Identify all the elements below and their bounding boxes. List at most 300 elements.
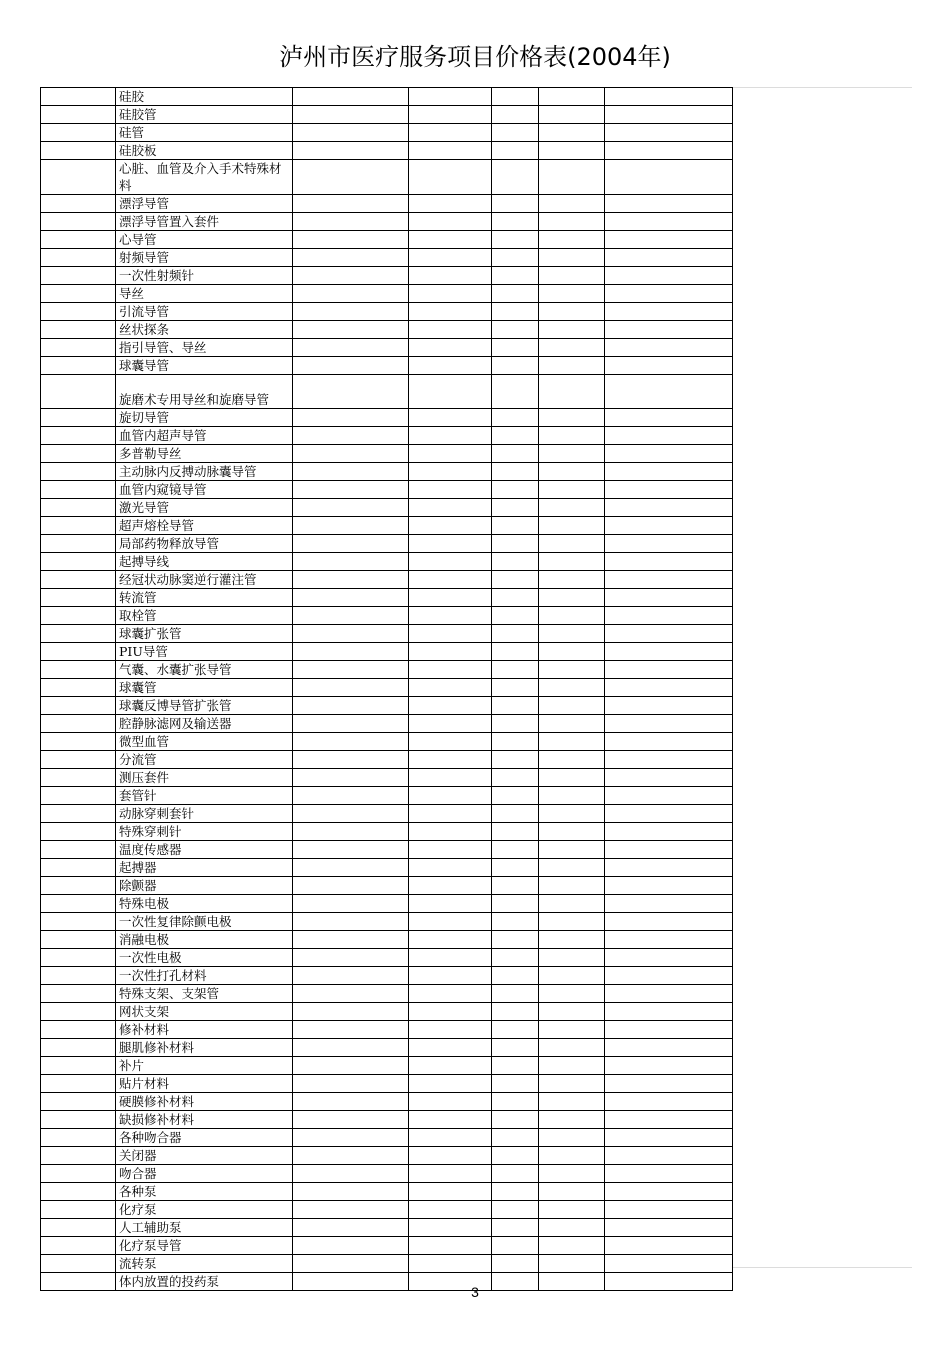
empty-cell — [41, 823, 116, 841]
empty-cell — [409, 445, 492, 463]
empty-cell — [409, 1003, 492, 1021]
empty-cell — [539, 913, 605, 931]
empty-cell — [605, 339, 733, 357]
empty-cell — [293, 679, 409, 697]
table-row — [41, 697, 733, 715]
table-row — [41, 661, 733, 679]
empty-cell — [492, 769, 539, 787]
empty-cell — [293, 859, 409, 877]
empty-cell — [41, 625, 116, 643]
empty-cell — [539, 1021, 605, 1039]
table-row — [41, 303, 733, 321]
empty-cell — [539, 553, 605, 571]
item-name-cell: 特殊电极 — [116, 895, 293, 913]
empty-cell — [539, 1039, 605, 1057]
table-row — [41, 409, 733, 427]
empty-cell — [409, 931, 492, 949]
empty-cell — [409, 321, 492, 339]
table-row — [41, 285, 733, 303]
empty-cell — [41, 535, 116, 553]
empty-cell — [539, 751, 605, 769]
empty-cell — [409, 841, 492, 859]
empty-cell — [605, 321, 733, 339]
item-name-cell: 射频导管 — [116, 249, 293, 267]
empty-cell — [293, 142, 409, 160]
empty-cell — [539, 481, 605, 499]
empty-cell — [409, 499, 492, 517]
empty-cell — [605, 357, 733, 375]
empty-cell — [492, 751, 539, 769]
empty-cell — [41, 985, 116, 1003]
empty-cell — [492, 517, 539, 535]
empty-cell — [539, 715, 605, 733]
empty-cell — [605, 643, 733, 661]
empty-cell — [41, 1237, 116, 1255]
empty-cell — [492, 321, 539, 339]
empty-cell — [293, 715, 409, 733]
table-row — [41, 427, 733, 445]
empty-cell — [41, 553, 116, 571]
empty-cell — [605, 1057, 733, 1075]
empty-cell — [293, 949, 409, 967]
empty-cell — [605, 985, 733, 1003]
empty-cell — [293, 931, 409, 949]
empty-cell — [41, 1093, 116, 1111]
empty-cell — [492, 931, 539, 949]
empty-cell — [41, 859, 116, 877]
empty-cell — [539, 877, 605, 895]
empty-cell — [539, 769, 605, 787]
table-row — [41, 553, 733, 571]
table-row — [41, 1165, 733, 1183]
table-row — [41, 1183, 733, 1201]
empty-cell — [41, 913, 116, 931]
empty-cell — [605, 1093, 733, 1111]
empty-cell — [41, 1129, 116, 1147]
table-row — [41, 124, 733, 142]
empty-cell — [605, 805, 733, 823]
empty-cell — [409, 823, 492, 841]
empty-cell — [293, 823, 409, 841]
empty-cell — [539, 823, 605, 841]
empty-cell — [492, 1111, 539, 1129]
empty-cell — [539, 805, 605, 823]
empty-cell — [409, 733, 492, 751]
empty-cell — [539, 895, 605, 913]
item-name-cell: 引流导管 — [116, 303, 293, 321]
table-row — [41, 1057, 733, 1075]
empty-cell — [41, 589, 116, 607]
item-name-cell: 气囊、水囊扩张导管 — [116, 661, 293, 679]
empty-cell — [539, 303, 605, 321]
item-name-cell: 化疗泵导管 — [116, 1237, 293, 1255]
empty-cell — [293, 553, 409, 571]
table-row — [41, 160, 733, 195]
empty-cell — [293, 895, 409, 913]
empty-cell — [539, 1183, 605, 1201]
empty-cell — [409, 1111, 492, 1129]
empty-cell — [41, 481, 116, 499]
empty-cell — [605, 859, 733, 877]
item-name-cell: 球囊管 — [116, 679, 293, 697]
empty-cell — [492, 1039, 539, 1057]
empty-cell — [605, 409, 733, 427]
empty-cell — [41, 285, 116, 303]
empty-cell — [539, 931, 605, 949]
empty-cell — [492, 607, 539, 625]
empty-cell — [409, 607, 492, 625]
item-name-cell: 流转泵 — [116, 1255, 293, 1273]
item-name-cell: 套管针 — [116, 787, 293, 805]
empty-cell — [539, 231, 605, 249]
table-row — [41, 967, 733, 985]
empty-cell — [409, 1183, 492, 1201]
empty-cell — [41, 249, 116, 267]
empty-cell — [605, 625, 733, 643]
item-name-cell: 一次性电极 — [116, 949, 293, 967]
empty-cell — [605, 231, 733, 249]
empty-cell — [539, 949, 605, 967]
empty-cell — [492, 1129, 539, 1147]
table-row — [41, 1111, 733, 1129]
empty-cell — [293, 805, 409, 823]
empty-cell — [605, 142, 733, 160]
item-name-cell: 主动脉内反搏动脉囊导管 — [116, 463, 293, 481]
empty-cell — [409, 913, 492, 931]
empty-cell — [293, 285, 409, 303]
item-name-cell: 缺损修补材料 — [116, 1111, 293, 1129]
table-row — [41, 1003, 733, 1021]
empty-cell — [409, 213, 492, 231]
empty-cell — [409, 859, 492, 877]
empty-cell — [539, 375, 605, 409]
empty-cell — [293, 213, 409, 231]
empty-cell — [539, 249, 605, 267]
empty-cell — [539, 339, 605, 357]
empty-cell — [492, 643, 539, 661]
empty-cell — [605, 769, 733, 787]
table-row — [41, 1039, 733, 1057]
empty-cell — [41, 949, 116, 967]
empty-cell — [41, 142, 116, 160]
item-name-cell: 漂浮导管置入套件 — [116, 213, 293, 231]
empty-cell — [409, 805, 492, 823]
empty-cell — [605, 106, 733, 124]
empty-cell — [293, 409, 409, 427]
empty-cell — [41, 679, 116, 697]
empty-cell — [492, 985, 539, 1003]
empty-cell — [492, 877, 539, 895]
empty-cell — [409, 463, 492, 481]
empty-cell — [41, 213, 116, 231]
empty-cell — [293, 1147, 409, 1165]
empty-cell — [605, 949, 733, 967]
empty-cell — [41, 88, 116, 106]
empty-cell — [539, 643, 605, 661]
empty-cell — [409, 375, 492, 409]
empty-cell — [492, 715, 539, 733]
empty-cell — [409, 303, 492, 321]
empty-cell — [293, 1183, 409, 1201]
empty-cell — [605, 213, 733, 231]
empty-cell — [41, 1021, 116, 1039]
item-name-cell: 网状支架 — [116, 1003, 293, 1021]
empty-cell — [41, 751, 116, 769]
empty-cell — [605, 1255, 733, 1273]
empty-cell — [492, 267, 539, 285]
table-row — [41, 88, 733, 106]
empty-cell — [293, 124, 409, 142]
empty-cell — [492, 499, 539, 517]
empty-cell — [409, 285, 492, 303]
empty-cell — [492, 427, 539, 445]
empty-cell — [492, 339, 539, 357]
table-row — [41, 985, 733, 1003]
empty-cell — [539, 1003, 605, 1021]
empty-cell — [492, 195, 539, 213]
empty-cell — [293, 1039, 409, 1057]
empty-cell — [539, 1111, 605, 1129]
table-row — [41, 949, 733, 967]
empty-cell — [492, 841, 539, 859]
empty-cell — [293, 463, 409, 481]
item-name-cell: 一次性打孔材料 — [116, 967, 293, 985]
empty-cell — [293, 445, 409, 463]
empty-cell — [492, 1219, 539, 1237]
price-table — [40, 87, 733, 1291]
item-name-cell: 硅胶管 — [116, 106, 293, 124]
empty-cell — [41, 339, 116, 357]
item-name-cell: 局部药物释放导管 — [116, 535, 293, 553]
empty-cell — [293, 1075, 409, 1093]
empty-cell — [605, 679, 733, 697]
grid-line — [732, 87, 912, 88]
empty-cell — [409, 661, 492, 679]
empty-cell — [539, 1165, 605, 1183]
empty-cell — [409, 643, 492, 661]
empty-cell — [605, 553, 733, 571]
item-name-cell: 血管内窥镜导管 — [116, 481, 293, 499]
empty-cell — [492, 949, 539, 967]
empty-cell — [41, 787, 116, 805]
empty-cell — [409, 1075, 492, 1093]
empty-cell — [41, 1201, 116, 1219]
empty-cell — [539, 517, 605, 535]
empty-cell — [293, 249, 409, 267]
item-name-cell: 经冠状动脉窦逆行灌注管 — [116, 571, 293, 589]
empty-cell — [293, 751, 409, 769]
empty-cell — [293, 787, 409, 805]
empty-cell — [409, 1165, 492, 1183]
empty-cell — [293, 231, 409, 249]
empty-cell — [539, 106, 605, 124]
item-name-cell: 导丝 — [116, 285, 293, 303]
empty-cell — [539, 409, 605, 427]
item-name-cell: 指引导管、导丝 — [116, 339, 293, 357]
item-name-cell: 修补材料 — [116, 1021, 293, 1039]
empty-cell — [605, 877, 733, 895]
empty-cell — [409, 1039, 492, 1057]
table-row — [41, 231, 733, 249]
empty-cell — [409, 895, 492, 913]
table-row — [41, 1129, 733, 1147]
empty-cell — [492, 571, 539, 589]
empty-cell — [293, 535, 409, 553]
empty-cell — [293, 733, 409, 751]
empty-cell — [293, 499, 409, 517]
empty-cell — [605, 481, 733, 499]
empty-cell — [492, 160, 539, 195]
empty-cell — [492, 231, 539, 249]
empty-cell — [492, 967, 539, 985]
empty-cell — [41, 895, 116, 913]
empty-cell — [605, 1237, 733, 1255]
empty-cell — [492, 303, 539, 321]
empty-cell — [41, 1111, 116, 1129]
empty-cell — [492, 1021, 539, 1039]
empty-cell — [492, 463, 539, 481]
empty-cell — [539, 463, 605, 481]
empty-cell — [492, 553, 539, 571]
empty-cell — [409, 249, 492, 267]
empty-cell — [409, 517, 492, 535]
empty-cell — [409, 339, 492, 357]
table-row — [41, 607, 733, 625]
empty-cell — [539, 1201, 605, 1219]
empty-cell — [605, 195, 733, 213]
empty-cell — [605, 517, 733, 535]
table-row — [41, 769, 733, 787]
table-row — [41, 823, 733, 841]
table-row — [41, 751, 733, 769]
empty-cell — [539, 661, 605, 679]
empty-cell — [41, 267, 116, 285]
item-name-cell: 多普勒导丝 — [116, 445, 293, 463]
table-row — [41, 733, 733, 751]
grid-line — [732, 1267, 912, 1268]
item-name-cell: 除颤器 — [116, 877, 293, 895]
item-name-cell: 硬膜修补材料 — [116, 1093, 293, 1111]
empty-cell — [409, 1057, 492, 1075]
empty-cell — [409, 985, 492, 1003]
empty-cell — [41, 517, 116, 535]
table-row — [41, 535, 733, 553]
empty-cell — [409, 88, 492, 106]
empty-cell — [492, 697, 539, 715]
item-name-cell: 各种泵 — [116, 1183, 293, 1201]
empty-cell — [293, 589, 409, 607]
empty-cell — [293, 267, 409, 285]
empty-cell — [539, 985, 605, 1003]
empty-cell — [605, 285, 733, 303]
empty-cell — [409, 1129, 492, 1147]
empty-cell — [293, 1021, 409, 1039]
empty-cell — [492, 357, 539, 375]
table-row — [41, 213, 733, 231]
empty-cell — [409, 769, 492, 787]
empty-cell — [293, 1255, 409, 1273]
empty-cell — [41, 1075, 116, 1093]
table-row — [41, 445, 733, 463]
empty-cell — [41, 1219, 116, 1237]
empty-cell — [41, 1057, 116, 1075]
empty-cell — [293, 427, 409, 445]
empty-cell — [492, 88, 539, 106]
empty-cell — [605, 661, 733, 679]
empty-cell — [605, 733, 733, 751]
empty-cell — [492, 375, 539, 409]
empty-cell — [41, 160, 116, 195]
empty-cell — [539, 535, 605, 553]
empty-cell — [605, 1021, 733, 1039]
empty-cell — [539, 1075, 605, 1093]
empty-cell — [409, 1093, 492, 1111]
empty-cell — [605, 445, 733, 463]
empty-cell — [41, 841, 116, 859]
table-row — [41, 517, 733, 535]
table-row — [41, 249, 733, 267]
empty-cell — [293, 571, 409, 589]
empty-cell — [409, 357, 492, 375]
item-name-cell: 消融电极 — [116, 931, 293, 949]
empty-cell — [539, 88, 605, 106]
empty-cell — [409, 697, 492, 715]
item-name-cell: 关闭器 — [116, 1147, 293, 1165]
empty-cell — [41, 805, 116, 823]
empty-cell — [492, 1147, 539, 1165]
empty-cell — [492, 124, 539, 142]
item-name-cell: 吻合器 — [116, 1165, 293, 1183]
empty-cell — [605, 751, 733, 769]
page-title: 泸州市医疗服务项目价格表(2004年) — [279, 43, 671, 71]
empty-cell — [41, 124, 116, 142]
empty-cell — [293, 697, 409, 715]
empty-cell — [492, 535, 539, 553]
empty-cell — [492, 481, 539, 499]
empty-cell — [293, 913, 409, 931]
empty-cell — [293, 195, 409, 213]
empty-cell — [539, 1237, 605, 1255]
empty-cell — [605, 303, 733, 321]
item-name-cell: 测压套件 — [116, 769, 293, 787]
empty-cell — [293, 303, 409, 321]
empty-cell — [539, 733, 605, 751]
table-body — [41, 88, 733, 1291]
empty-cell — [41, 357, 116, 375]
empty-cell — [605, 1219, 733, 1237]
empty-cell — [492, 249, 539, 267]
empty-cell — [539, 625, 605, 643]
empty-cell — [41, 1147, 116, 1165]
table-row — [41, 1147, 733, 1165]
empty-cell — [492, 106, 539, 124]
empty-cell — [409, 231, 492, 249]
empty-cell — [492, 805, 539, 823]
empty-cell — [409, 787, 492, 805]
table-row — [41, 895, 733, 913]
empty-cell — [409, 1255, 492, 1273]
empty-cell — [539, 213, 605, 231]
table-row — [41, 1255, 733, 1273]
empty-cell — [539, 1129, 605, 1147]
empty-cell — [605, 841, 733, 859]
item-name-cell: 转流管 — [116, 589, 293, 607]
empty-cell — [539, 787, 605, 805]
empty-cell — [605, 715, 733, 733]
table-row — [41, 1093, 733, 1111]
empty-cell — [293, 375, 409, 409]
empty-cell — [409, 967, 492, 985]
